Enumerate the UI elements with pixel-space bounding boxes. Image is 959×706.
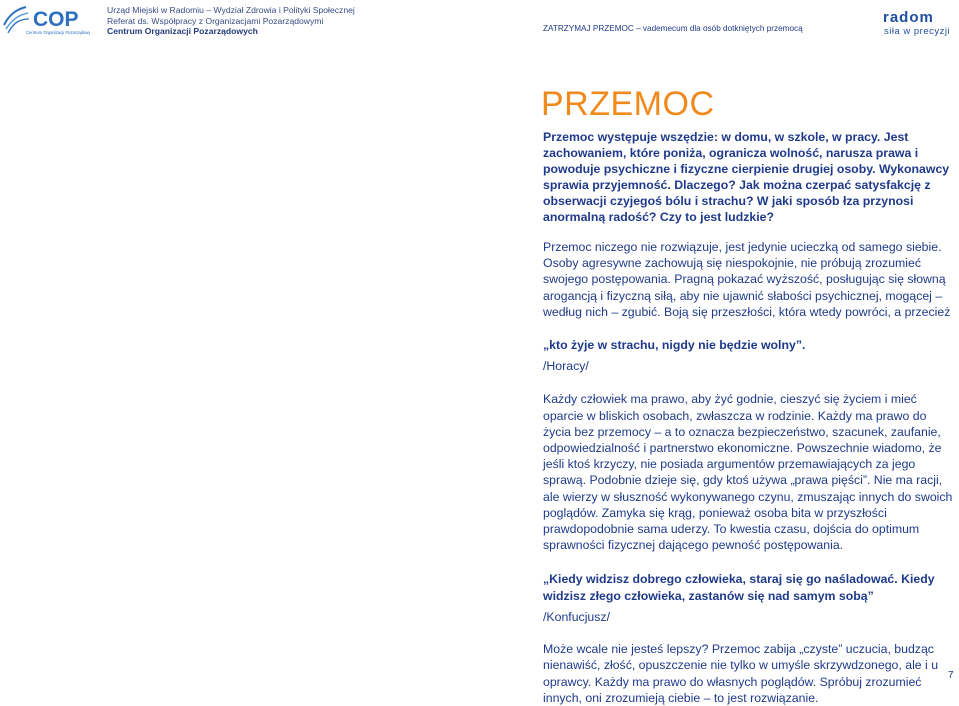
main-content [543,129,955,706]
quote-konfucjusz: „Kiedy widzisz dobrego człowieka, staraj się go naśladować. Kiedy widzisz złego człowieka, zastanów się nad samym sobą” [543,572,935,603]
intro-paragraph: Przemoc występuje wszędzie: w domu, w szkole, w pracy. Jest zachowaniem, które poniża, ogranicza wolność, narusza prawa i powoduje psychiczne i fizyczne cierpienie drugiej osoby. Wykonawcy sprawia przyjemność. Dlaczego? Jak można czerpać satysfakcję z obserwacji czyjegoś bólu i strachu? W jaki sposób łza przynosi anormalną radość? Czy to jest ludzkie? [543,130,950,224]
svg-text:radom: radom [883,9,934,26]
quote-author-konfucjusz: /Konfucjusz/ [543,610,610,625]
page-header [0,0,959,40]
quote-author-horacy: /Horacy/ [543,359,589,374]
org-line-2: Referat ds. Współpracy z Organizacjami Pozarządowymi [107,15,324,26]
page-number: 7 [948,670,954,681]
org-line-3: Centrum Organizacji Pozarządowych [107,26,258,36]
body-paragraph-1: Przemoc niczego nie rozwiązuje, jest jedynie ucieczką od samego siebie. Osoby agresywne zachowują się niespokojnie, nie próbują zrozumieć swojego postępowania. Pragną pokazać wyższość, posługując się słowną arogancją i fizyczną siłą, aby nie ujawnić słabości psychicznej, mogącej – według nich – zgubić. Boją się przeszłości, która wtedy powróci, a przecież [543,240,951,319]
svg-text:Centrum Organizacji Pozarządow: Centrum Organizacji Pozarządowych [26,30,90,35]
page-title: PRZEMOC [541,84,715,123]
body-paragraph-2: Każdy człowiek ma prawo, aby żyć godnie, cieszyć się życiem i mieć oparcie w bliskich osobach, zwłaszcza w rodzinie. Każdy ma prawo do życia bez przemocy – a to oznacza bezpieczeństwo, szacunek, zaufanie, odpowiedzialność i partnerstwo ekonomiczne. Powszechnie wiadomo, że jeśli ktoś krzyczy, nie posiada argumentów przemawiających za jego sprawą. Podobnie dzieje się, gdy ktoś używa „prawa pięści”. Nie ma racji, ale wierzy w słuszność wykonywanego czynu, zmuszając innych do swoich poglądów. Zamyka się krąg, ponieważ osoba bita w przyszłości prawdopodobnie sama uderzy. To kwestia czasu, dojścia do optimum sprawności fizycznej dającego pewność postępowania. [543,392,953,553]
svg-text:siła w precyzji: siła w precyzji [884,26,951,37]
radom-logo [880,7,958,37]
cop-logo [2,3,90,35]
organization-block [107,5,355,37]
running-title: ZATRZYMAJ PRZEMOC – vademecum dla osób dotkniętych przemocą [543,24,803,33]
svg-text:COP: COP [33,8,79,31]
org-line-1: Urząd Miejski w Radomiu – Wydział Zdrowia i Polityki Społecznej [107,5,355,15]
body-paragraph-3: Może wcale nie jesteś lepszy? Przemoc zabija „czyste” uczucia, budząc nienawiść, złość, opuszczenie nie tylko w umyśle skrzywdzonego, ale i u oprawcy. Każdy ma prawo do własnych poglądów. Spróbuj zrozumieć innych, oni zrozumieją ciebie – to jest rozwiązanie. [543,642,939,705]
quote-horacy: „kto żyje w strachu, nigdy nie będzie wolny”. [543,338,806,353]
